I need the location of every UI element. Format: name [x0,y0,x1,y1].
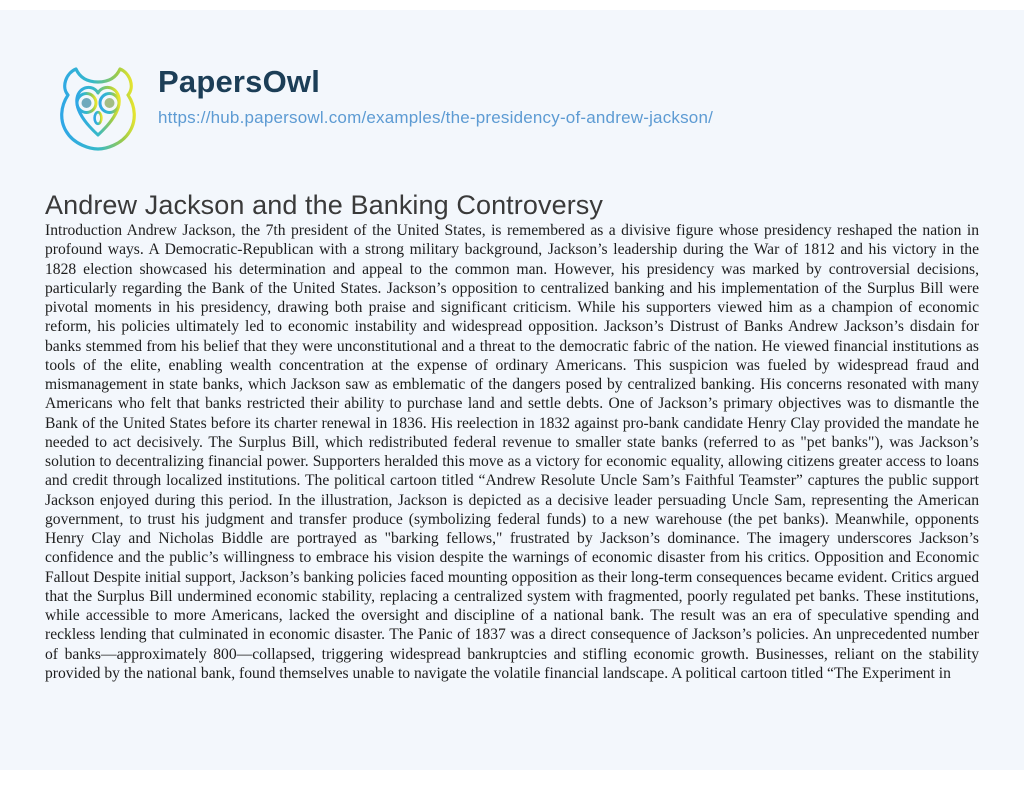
article-body-text: Introduction Andrew Jackson, the 7th president of the United States, is remembered as a divisive figure whose presidency reshaped the nation in profound ways. A Democratic-Republican with a strong military background, Jackson’s leadership during the War of 1812 and his victory in the 1828 election showcased his determination and appeal to the common man. However, his presidency was marked by controversial decisions, particularly regarding the Bank of the United States. Jackson’s opposition to centralized banking and his implementation of the Surplus Bill were pivotal moments in his presidency, drawing both praise and significant criticism. While his supporters viewed him as a champion of economic reform, his policies ultimately led to economic instability and widespread opposition. Jackson’s Distrust of Banks Andrew Jackson’s disdain for banks stemmed from his belief that they were unconstitutional and a threat to the democratic fabric of the nation. He viewed financial institutions as tools of the elite, enabling wealth concentration at the expense of ordinary Americans. This suspicion was fueled by widespread fraud and mismanagement in state banks, which Jackson saw as emblematic of the dangers posed by centralized banking. His concerns resonated with many Americans who felt that banks restricted their ability to purchase land and settle debts. One of Jackson’s primary objectives was to dismantle the Bank of the United States before its charter renewal in 1836. His reelection in 1832 against pro-bank candidate Henry Clay provided the mandate he needed to act decisively. The Surplus Bill, which redistributed federal revenue to smaller state banks (referred to as "pet banks"), was Jackson’s solution to decentralizing financial power. Supporters heralded this move as a victory for economic equality, allowing citizens greater access to loans and credit through localized institutions. The political cartoon titled “Andrew Resolute Uncle Sam’s Faithful Teamster” captures the public support Jackson enjoyed during this period. In the illustration, Jackson is depicted as a decisive leader persuading Uncle Sam, representing the American government, to trust his judgment and transfer produce (symbolizing federal funds) to a new warehouse (the pet banks). Meanwhile, opponents Henry Clay and Nicholas Biddle are portrayed as "barking fellows," frustrated by Jackson’s dominance. The imagery underscores Jackson’s confidence and the public’s willingness to embrace his vision despite the warnings of economic disaster from his critics. Opposition and Economic Fallout Despite initial support, Jackson’s banking policies faced mounting opposition as their long-term consequences became evident. Critics argued that the Surplus Bill undermined economic stability, replacing a centralized system with fragmented, poorly regulated pet banks. These institutions, while accessible to more Americans, lacked the oversight and discipline of a national bank. The result was an era of speculative spending and reckless lending that culminated in economic disaster. The Panic of 1837 was a direct consequence of Jackson’s policies. An unprecedented number of banks—approximately 800—collapsed, triggering widespread bankruptcies and stifling economic growth. Businesses, reliant on the stability provided by the national bank, found themselves unable to navigate the volatile financial landscape. A political cartoon titled “The Experiment in [45,222,979,682]
papersowl-header [48,57,713,157]
brand-block [158,57,713,128]
article-title: Andrew Jackson and the Banking Controversy [45,190,604,221]
brand-name: PapersOwl [158,64,321,99]
source-url-link[interactable]: https://hub.papersowl.com/examples/the-presidency-of-andrew-jackson/ [158,108,714,128]
owl-icon [48,57,148,157]
papersowl-logo[interactable] [48,57,148,157]
